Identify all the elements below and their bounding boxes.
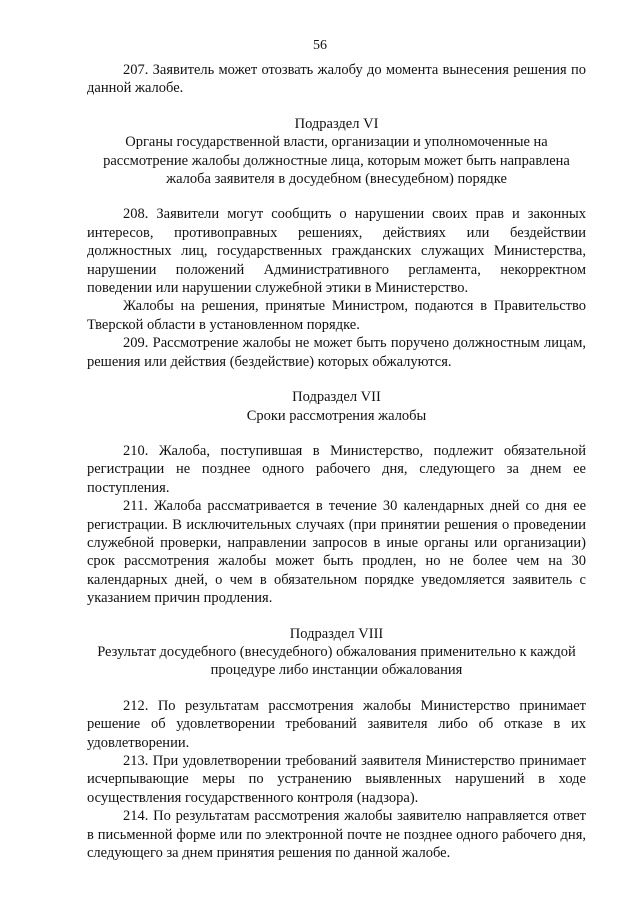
paragraph-209: 209. Рассмотрение жалобы не может быть поручено должностным лицам, решения или действия (бездействие) которых обжалуются. <box>87 335 586 370</box>
section-vii-heading: Подраздел VII <box>292 389 381 406</box>
paragraph-210: 210. Жалоба, поступившая в Министерство, подлежит обязательной регистрации не позднее одного рабочего дня, следующего за днем ее поступления. <box>87 442 586 496</box>
section-vi-heading: Подраздел VI <box>294 115 379 132</box>
paragraph-207: 207. Заявитель может отозвать жалобу до момента вынесения решения по данной жалобе. <box>87 62 586 97</box>
section-vii-title: Сроки рассмотрения жалобы <box>246 407 427 424</box>
page-number: 56 <box>313 38 327 53</box>
paragraph-208: 208. Заявители могут сообщить о нарушении своих прав и законных интересов, противоправных решениях, действиях или бездействии должностных лиц, государственных гражданских служащих Министерства, нарушении положений Административного регламента, некорректном поведении или нарушении служебной этики в Министерство. <box>87 206 586 297</box>
paragraph-214: 214. По результатам рассмотрения жалобы заявителю направляется ответ в письменной форме или по электронной почте не позднее одного рабочего дня, следующего за днем принятия решения по данной жалобе. <box>87 808 586 862</box>
paragraph-complaints-minister: Жалобы на решения, принятые Министром, подаются в Правительство Тверской области в установленном порядке. <box>87 298 586 333</box>
section-viii-title: Результат досудебного (внесудебного) обжалования применительно к каждой процедуре либо инстанции обжалования <box>97 643 576 679</box>
section-vi-title: Органы государственной власти, организации и уполномоченные на рассмотрение жалобы должностные лица, которым может быть направлена жалоба заявителя в досудебном (внесудебном) порядке <box>103 134 570 188</box>
paragraph-212: 212. По результатам рассмотрения жалобы Министерство принимает решение об удовлетворении требований заявителя либо об отказе в их удовлетворении. <box>87 697 586 751</box>
section-viii-heading: Подраздел VIII <box>289 625 384 642</box>
paragraph-211: 211. Жалоба рассматривается в течение 30 календарных дней со дня ее регистрации. В исключительных случаях (при принятии решения о проведении служебной проверки, направлении запросов в иные органы или организации) срок рассмотрения жалобы может быть продлен, но не более чем на 30 календарных дней, о чем в обязательном порядке уведомляется заявитель с указанием причин продления. <box>87 498 586 607</box>
paragraph-213: 213. При удовлетворении требований заявителя Министерство принимает исчерпывающие меры по устранению выявленных нарушений в ходе осуществления государственного контроля (надзора). <box>87 753 586 806</box>
document-body <box>87 61 586 862</box>
